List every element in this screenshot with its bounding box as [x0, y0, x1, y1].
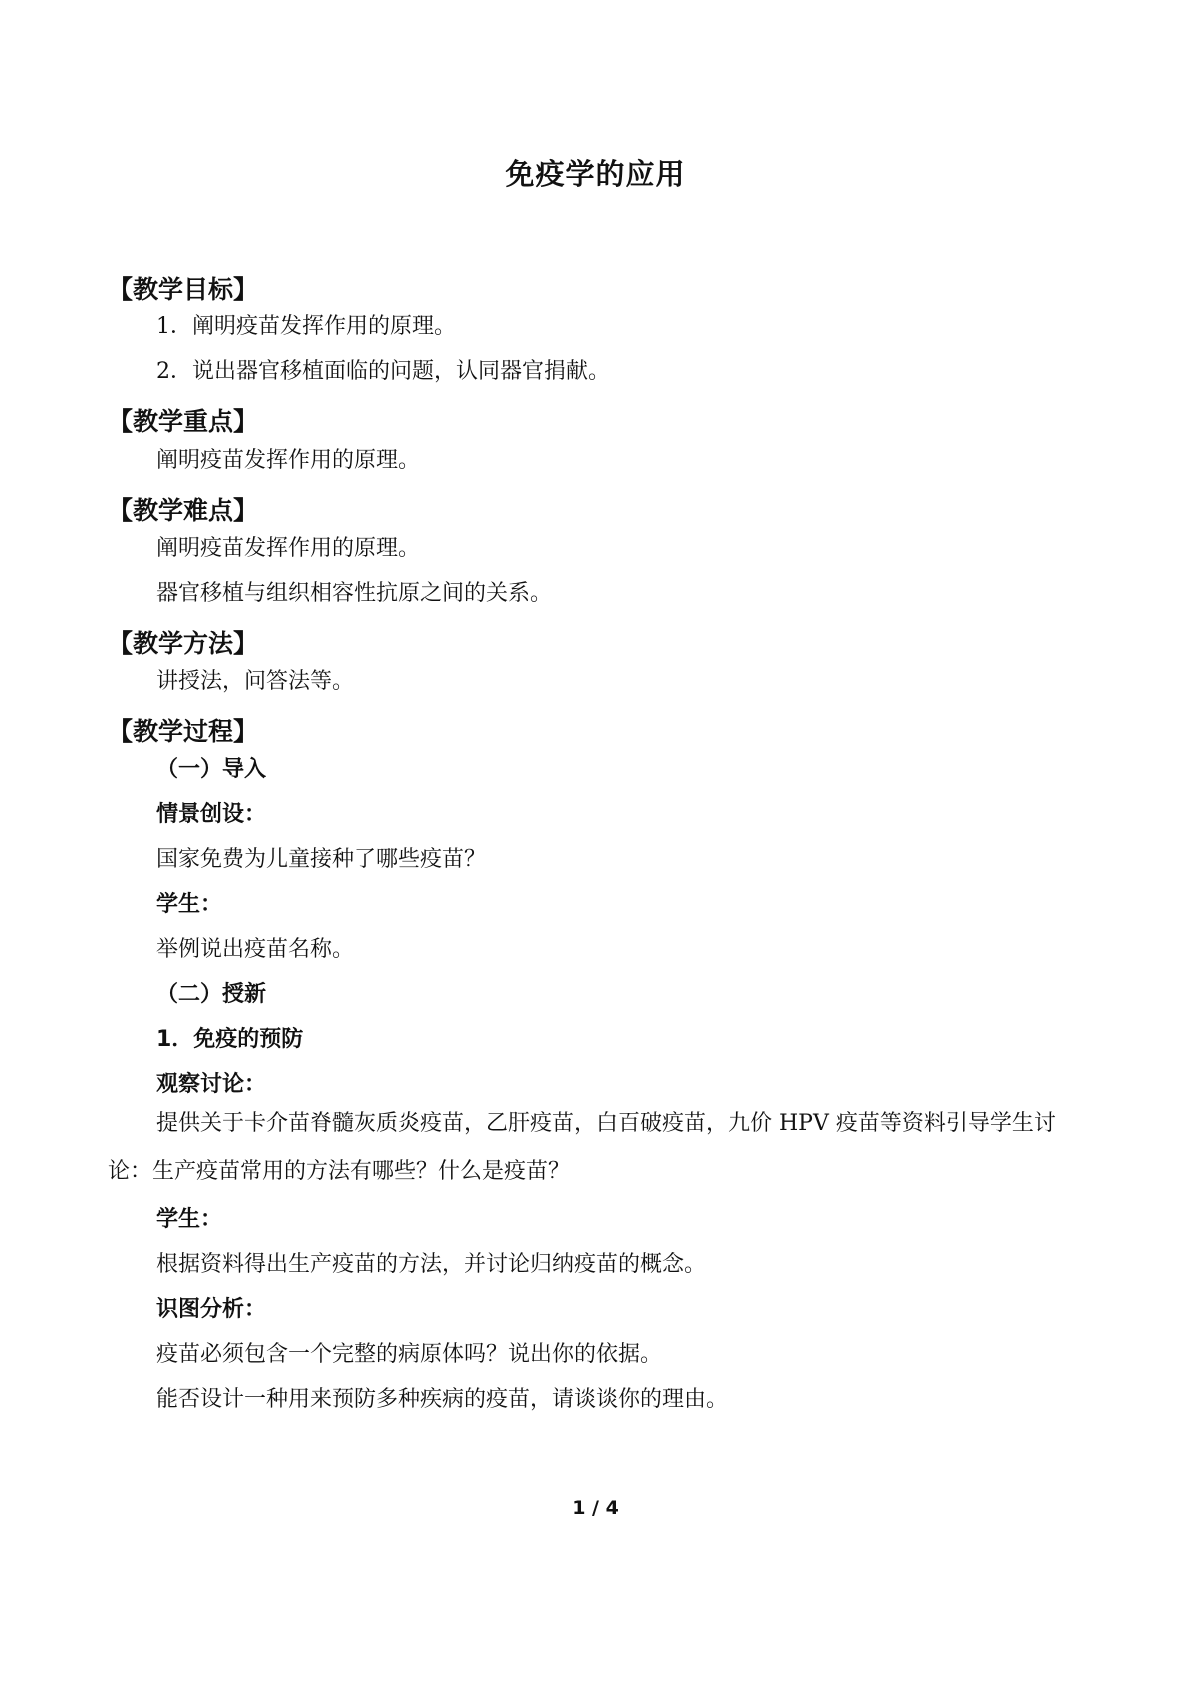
topic-immune-prevention: 1．免疫的预防 — [156, 1027, 304, 1052]
difficult-point-2: 器官移植与组织相容性抗原之间的关系。 — [156, 581, 553, 606]
label-student-1: 学生： — [156, 892, 223, 917]
label-observe-discuss: 观察讨论： — [156, 1072, 267, 1097]
difficult-point-1: 阐明疫苗发挥作用的原理。 — [156, 536, 421, 561]
teaching-method-text: 讲授法，问答法等。 — [156, 669, 355, 694]
figure-question-2: 能否设计一种用来预防多种疾病的疫苗，请谈谈你的理由。 — [156, 1387, 729, 1412]
page-title: 免疫学的应用 — [505, 157, 686, 191]
goal-item-1: 1．阐明疫苗发挥作用的原理。 — [156, 314, 456, 339]
page-number: 1 / 4 — [572, 1497, 619, 1519]
student-answer-2: 根据资料得出生产疫苗的方法，并讨论归纳疫苗的概念。 — [156, 1252, 707, 1277]
heading-key-points: 【教学重点】 — [108, 407, 259, 436]
label-figure-analysis: 识图分析： — [156, 1297, 267, 1322]
heading-teaching-goals: 【教学目标】 — [108, 275, 259, 304]
observe-discuss-text: 提供关于卡介苗脊髓灰质炎疫苗，乙肝疫苗，白百破疫苗，九价 HPV 疫苗等资料引导学生讨论：生产疫苗常用的方法有哪些？什么是疫苗？ — [108, 1111, 1056, 1184]
student-answer-1: 举例说出疫苗名称。 — [156, 937, 355, 962]
label-scene-setting: 情景创设： — [156, 802, 267, 827]
label-student-2: 学生： — [156, 1207, 223, 1232]
heading-difficult-points: 【教学难点】 — [108, 496, 259, 525]
subheading-intro: （一）导入 — [156, 757, 267, 782]
figure-question-1: 疫苗必须包含一个完整的病原体吗？说出你的依据。 — [156, 1342, 663, 1367]
scene-question: 国家免费为儿童接种了哪些疫苗？ — [156, 847, 487, 872]
goal-item-2: 2．说出器官移植面临的问题，认同器官捐献。 — [156, 359, 610, 384]
heading-teaching-method: 【教学方法】 — [108, 629, 259, 658]
key-point-1: 阐明疫苗发挥作用的原理。 — [156, 448, 421, 473]
heading-teaching-process: 【教学过程】 — [108, 717, 259, 746]
subheading-new-lesson: （二）授新 — [156, 982, 267, 1007]
